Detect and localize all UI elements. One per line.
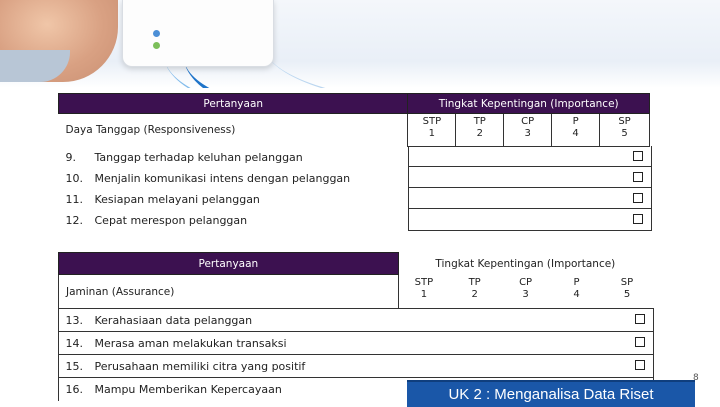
- scale-tp: TP 2: [456, 114, 504, 147]
- checkbox[interactable]: [635, 337, 645, 347]
- item-number: 13.: [65, 314, 83, 327]
- item-text: Kerahasiaan data pelanggan: [94, 314, 253, 327]
- checkbox[interactable]: [633, 172, 643, 182]
- page-number: 8: [693, 373, 699, 383]
- item-text: Menjalin komunikasi intens dengan pelanggan: [94, 171, 351, 185]
- item-text: Tanggap terhadap keluhan pelanggan: [94, 151, 303, 164]
- scale-p: P 4: [552, 114, 600, 147]
- item-text: Perusahaan memiliki citra yang positif: [94, 359, 306, 373]
- scale-cp: CP 3: [504, 114, 552, 147]
- item-number: 14.: [65, 336, 83, 350]
- scale-cp: CP 3: [519, 276, 533, 300]
- table-row: [59, 168, 650, 189]
- item-number: 12.: [65, 213, 83, 227]
- scale-p: P 4: [573, 276, 580, 300]
- scale-sp: SP 5: [600, 114, 650, 147]
- questionnaire-table-1: [58, 93, 650, 231]
- checkbox[interactable]: [633, 214, 643, 224]
- app-icon: [153, 30, 160, 37]
- app-icon: [153, 42, 160, 49]
- item-number: 10.: [65, 171, 83, 185]
- item-number: 16.: [65, 382, 83, 396]
- item-text: Merasa aman melakukan transaksi: [94, 336, 287, 350]
- item-text: Cepat merespon pelanggan: [94, 213, 248, 227]
- item-text: Kesiapan melayani pelanggan: [94, 192, 260, 206]
- table-row: [59, 355, 653, 378]
- checkbox[interactable]: [635, 360, 645, 370]
- importance-header: Tingkat Kepentingan (Importance): [408, 94, 650, 114]
- table-row: [59, 332, 653, 355]
- table-row: [59, 189, 650, 210]
- questionnaire-table-2: [58, 252, 652, 401]
- table-row: [59, 147, 650, 168]
- phone-image: [122, 0, 274, 67]
- checkbox[interactable]: [633, 193, 643, 203]
- header-banner: [0, 0, 720, 88]
- importance-header: Tingkat Kepentingan (Importance): [435, 257, 616, 270]
- scale-stp: STP 1: [414, 276, 434, 300]
- question-header: Pertanyaan: [59, 253, 399, 275]
- section-label: Jaminan (Assurance): [59, 275, 399, 309]
- item-number: 15.: [65, 359, 83, 373]
- item-number: 9.: [65, 151, 76, 164]
- checkbox[interactable]: [635, 314, 645, 324]
- footer-title: UK 2 : Menganalisa Data Riset: [407, 380, 695, 407]
- table-row: [59, 210, 650, 231]
- item-text: Mampu Memberikan Kepercayaan: [94, 382, 282, 396]
- table-row: [59, 309, 653, 332]
- item-number: 11.: [65, 192, 83, 206]
- question-header: Pertanyaan: [59, 94, 408, 114]
- scale-stp: STP 1: [408, 114, 456, 147]
- checkbox[interactable]: [633, 151, 643, 161]
- scale-tp: TP 2: [468, 276, 481, 300]
- section-label: Daya Tanggap (Responsiveness): [65, 124, 236, 137]
- scale-sp: SP 5: [620, 276, 634, 300]
